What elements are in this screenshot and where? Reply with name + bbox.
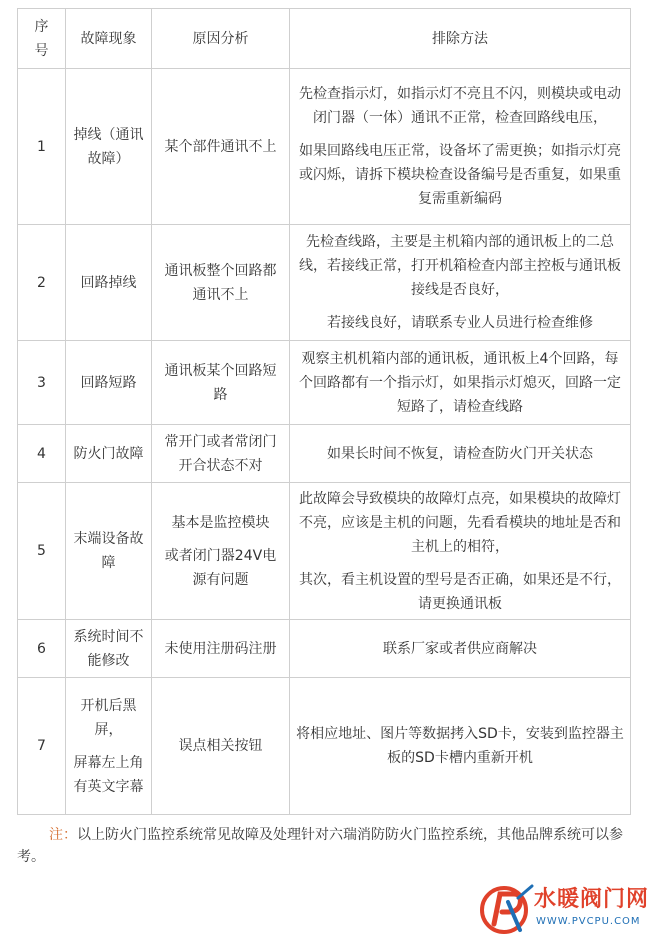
fault-table <box>17 8 631 815</box>
row-cause: 基本是监控模块 或者闭门器24V电源有问题 <box>152 483 290 620</box>
row-cause: 未使用注册码注册 <box>152 620 290 678</box>
table-row <box>18 225 631 341</box>
site-logo[interactable] <box>478 880 648 942</box>
row-fix: 此故障会导致模块的故障灯点亮，如果模块的故障灯不亮，应该是主机的问题，先看看模块的地址是否和主机上的相符， 其次，看主机设置的型号是否正确，如果还是不行，请更换通讯板 <box>290 483 631 620</box>
row-phenomenon: 回路短路 <box>66 341 152 425</box>
row-phenomenon: 末端设备故障 <box>66 483 152 620</box>
logo-name: 水暖阀门网 <box>534 887 650 912</box>
header-fix: 排除方法 <box>290 9 631 69</box>
row-cause: 通讯板整个回路都通讯不上 <box>152 225 290 341</box>
row-fix: 如果长时间不恢复，请检查防火门开关状态 <box>290 425 631 483</box>
footnote-text: 以上防火门监控系统常见故障及处理针对六瑞消防防火门监控系统，其他品牌系统可以参考。 <box>17 827 623 865</box>
row-cause: 误点相关按钮 <box>152 678 290 815</box>
table-row <box>18 620 631 678</box>
row-cause: 某个部件通讯不上 <box>152 69 290 225</box>
row-cause: 通讯板某个回路短路 <box>152 341 290 425</box>
row-phenomenon: 开机后黑屏， 屏幕左上角有英文字幕 <box>66 678 152 815</box>
row-fix: 联系厂家或者供应商解决 <box>290 620 631 678</box>
row-no: 4 <box>18 425 66 483</box>
row-fix: 观察主机机箱内部的通讯板，通讯板上4个回路，每个回路都有一个指示灯，如果指示灯熄灭，回路一定短路了，请检查线路 <box>290 341 631 425</box>
row-phenomenon: 掉线（通讯故障） <box>66 69 152 225</box>
row-fix: 先检查指示灯，如指示灯不亮且不闪，则模块或电动闭门器（一体）通讯不正常，检查回路线电压， 如果回路线电压正常，设备坏了需更换；如指示灯亮或闪烁，请拆下模块检查设备编号是否重复，如果重复需重新编码 <box>290 69 631 225</box>
header-phenomenon: 故障现象 <box>66 9 152 69</box>
header-cause: 原因分析 <box>152 9 290 69</box>
row-no: 5 <box>18 483 66 620</box>
row-phenomenon: 系统时间不能修改 <box>66 620 152 678</box>
row-fix: 先检查线路，主要是主机箱内部的通讯板上的二总线，若接线正常，打开机箱检查内部主控板与通讯板接线是否良好， 若接线良好，请联系专业人员进行检查维修 <box>290 225 631 341</box>
row-phenomenon: 防火门故障 <box>66 425 152 483</box>
header-row <box>18 9 631 69</box>
footnote <box>17 824 630 868</box>
table-header <box>18 9 631 69</box>
row-no: 1 <box>18 69 66 225</box>
row-no: 7 <box>18 678 66 815</box>
table-row <box>18 678 631 815</box>
logo-mark-icon <box>478 880 534 940</box>
row-phenomenon: 回路掉线 <box>66 225 152 341</box>
row-no: 2 <box>18 225 66 341</box>
row-cause: 常开门或者常闭门开合状态不对 <box>152 425 290 483</box>
row-fix: 将相应地址、图片等数据拷入SD卡，安装到监控器主板的SD卡槽内重新开机 <box>290 678 631 815</box>
table-row <box>18 69 631 225</box>
table-row <box>18 483 631 620</box>
header-no: 序号 <box>18 9 66 69</box>
logo-url: WWW.PVCPU.COM <box>536 916 641 927</box>
row-no: 6 <box>18 620 66 678</box>
row-no: 3 <box>18 341 66 425</box>
table-row <box>18 425 631 483</box>
table-row <box>18 341 631 425</box>
footnote-label: 注： <box>49 827 77 843</box>
